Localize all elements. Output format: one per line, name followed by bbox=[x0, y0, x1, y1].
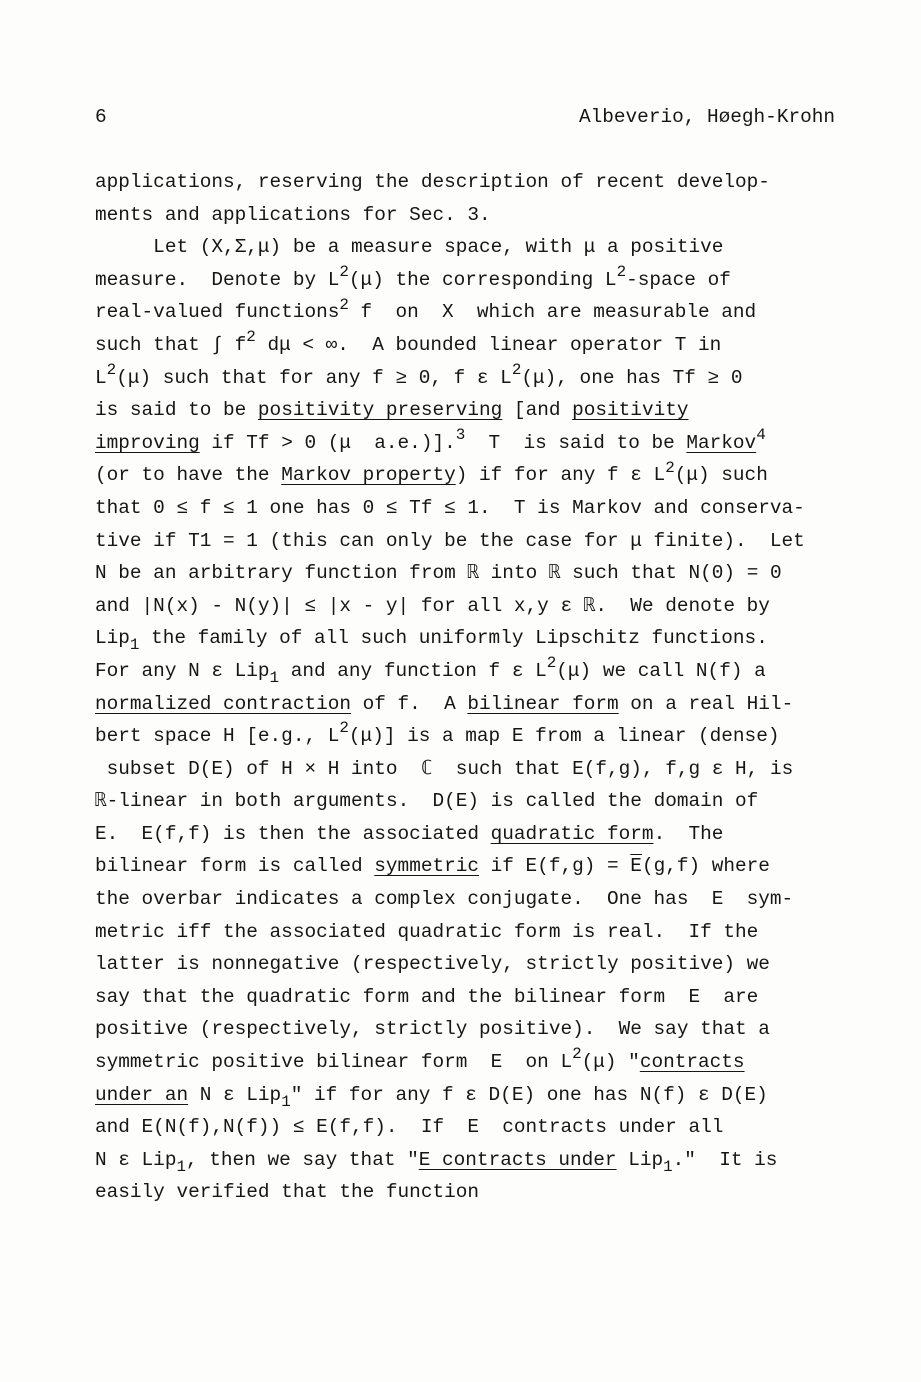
text-line: easily verified that the function bbox=[95, 1181, 479, 1204]
page-header bbox=[95, 102, 835, 132]
text-line: real-valued functions$^2$ f on X which are measurable and bbox=[95, 295, 757, 324]
text-line: applications, reserving the description of recent develop- bbox=[95, 171, 770, 193]
text-line: say that the quadratic form and the bilinear form E are bbox=[95, 985, 759, 1008]
text-line: bert space H [e.g., $L^2(\mu)$] is a map E from a linear (dense) bbox=[95, 719, 780, 748]
text-line: such that ∫ $f^2$ dμ < ∞. A bounded linear operator T in bbox=[95, 328, 722, 356]
text-line: latter is nonnegative (respectively, strictly positive) we bbox=[95, 953, 770, 976]
text-line: Let (X,Σ,μ) be a measure space, with μ a positive bbox=[95, 236, 724, 259]
text-line: under an N ε Lip$_1$" if for any f ε D(E) one has N(f) ε D(E) bbox=[95, 1083, 768, 1111]
text-line: For any N ε Lip$_1$ and any function f ε $L^2(\mu)$ we call N(f) a bbox=[95, 654, 766, 687]
text-line: and E(N(f),N(f)) ≤ E(f,f). If E contracts under all bbox=[95, 1116, 724, 1139]
document-lines bbox=[95, 166, 835, 1209]
text-line: N ε Lip$_1$, then we say that "E contracts under Lip$_1$." It is bbox=[95, 1148, 778, 1176]
text-line: subset D(E) of H × H into ℂ such that E(f,g), f,g ε H, is bbox=[95, 757, 794, 780]
text-line: metric iff the associated quadratic form is real. If the bbox=[95, 920, 759, 943]
text-line: Lip$_1$ the family of all such uniformly Lipschitz functions. bbox=[95, 627, 768, 655]
text-line: N be an arbitrary function from ℝ into ℝ such that N(0) = 0 bbox=[95, 562, 782, 585]
text-line: tive if T1 = 1 (this can only be the case for μ finite). Let bbox=[95, 529, 805, 552]
text-line: symmetric positive bilinear form E on $L^2(\mu)$ "contracts bbox=[95, 1045, 745, 1074]
text-line: E. E(f,f) is then the associated quadratic form. The bbox=[95, 822, 724, 845]
text-line: normalized contraction of f. A bilinear form on a real Hil- bbox=[95, 692, 794, 715]
page-number: 6 bbox=[95, 106, 107, 128]
text-line: ments and applications for Sec. 3. bbox=[95, 203, 491, 226]
text-line: $L^2(\mu)$ such that for any f ≥ 0, f ε $L^2(\mu)$, one has Tf ≥ 0 bbox=[95, 360, 743, 389]
text-line: ℝ-linear in both arguments. D(E) is called the domain of bbox=[95, 790, 759, 813]
text-line: bilinear form is called symmetric if $E(f,g) = \overline{E}(g,f)$ where bbox=[95, 855, 770, 878]
text-line: and |N(x) - N(y)| ≤ |x - y| for all x,y ε ℝ. We denote by bbox=[95, 594, 770, 617]
text-line: positive (respectively, strictly positive). We say that a bbox=[95, 1018, 770, 1041]
text-line: measure. Denote by $L^2(\mu)$ the corresponding $L^2$-space of bbox=[95, 263, 731, 291]
running-head: Albeverio, Høegh-Krohn bbox=[579, 106, 835, 128]
text-line: is said to be positivity preserving [and positivity bbox=[95, 399, 689, 422]
text-line: the overbar indicates a complex conjugate. One has E sym- bbox=[95, 888, 794, 911]
text-line: that 0 ≤ f ≤ 1 one has 0 ≤ Tf ≤ 1. T is Markov and conserva- bbox=[95, 496, 805, 519]
text-line: improving if Tf > 0 (μ a.e.)].$^3$ T is said to be Markov$^4$ bbox=[95, 426, 766, 454]
text-line: (or to have the Markov property) if for any f ε $L^2(\mu)$ such bbox=[95, 458, 768, 487]
